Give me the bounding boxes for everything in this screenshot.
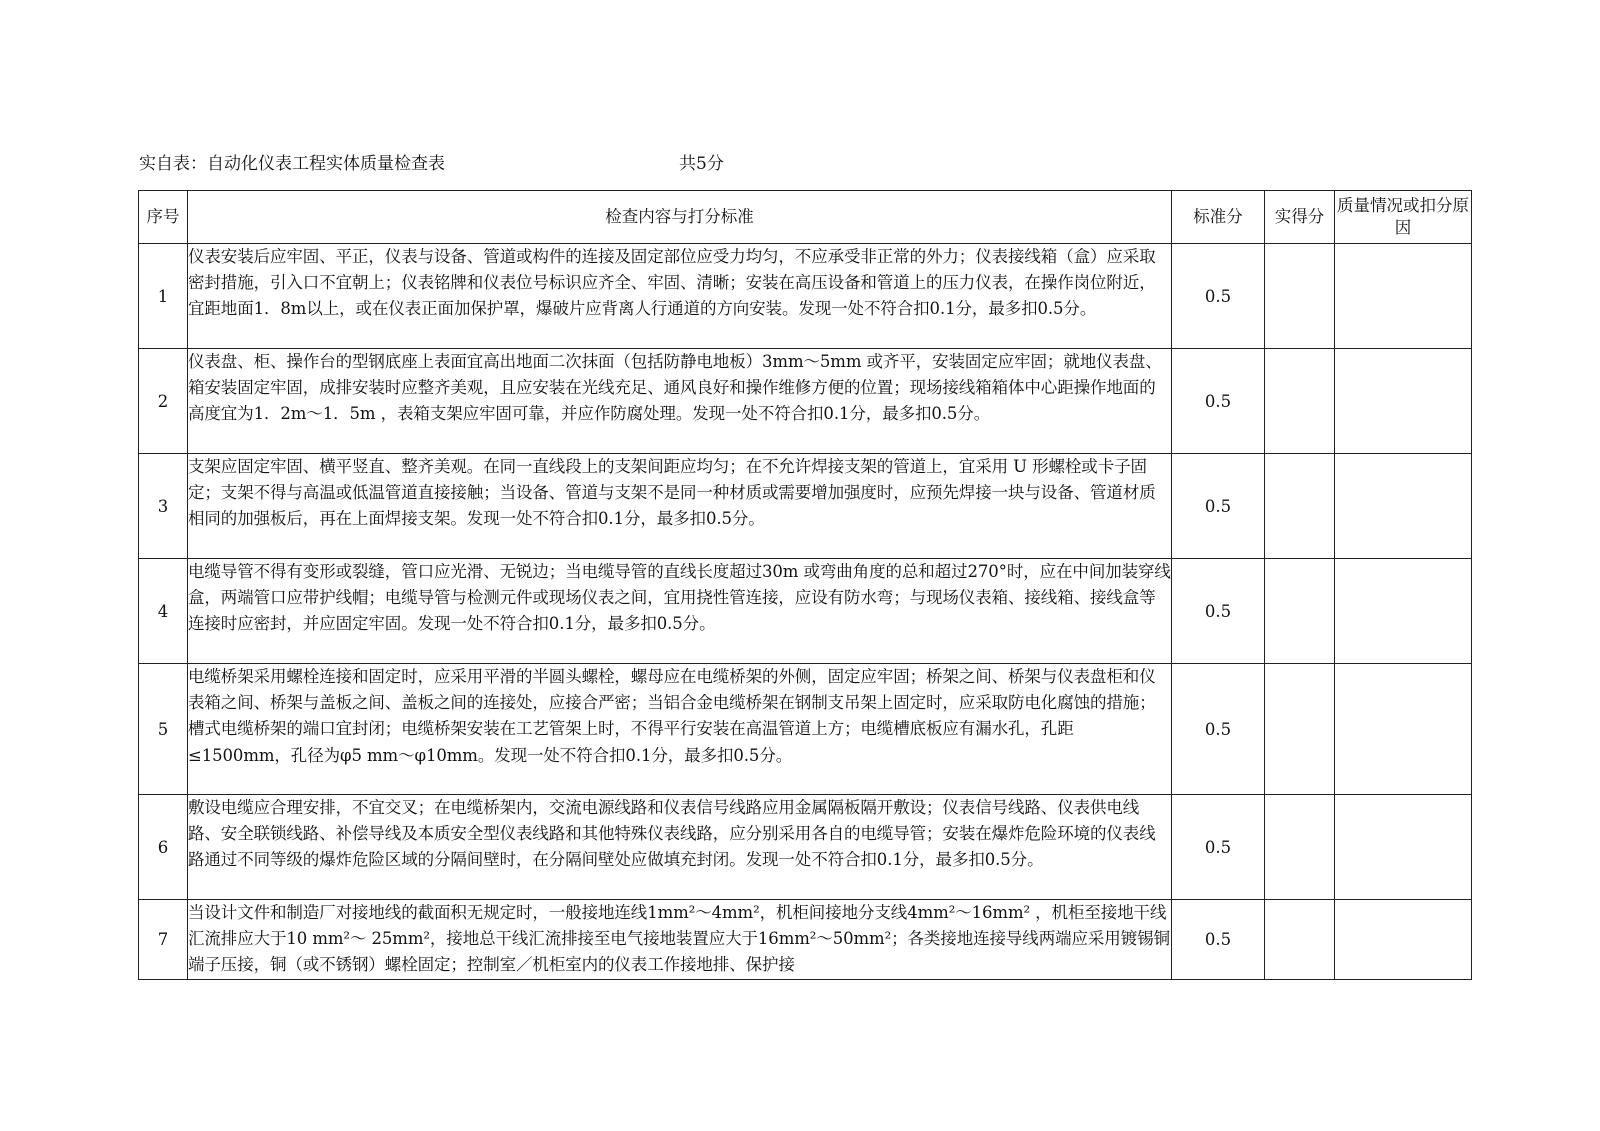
table-row: [139, 795, 1472, 900]
row-content: 支架应固定牢固、横平竖直、整齐美观。在同一直线段上的支架间距应均匀；在不允许焊接支架的管道上，宜采用 U 形螺栓或卡子固定；支架不得与高温或低温管道直接接触；当设备、管道与支架不是同一种材质或需要增加强度时，应预先焊接一块与设备、管道材质相同的加强板后，再在上面焊接支架。发现一处不符合扣0.1分，最多扣0.5分。: [188, 454, 1172, 559]
row-number: 5: [139, 664, 188, 795]
header-reason: 质量情况或扣分原因: [1335, 191, 1472, 244]
reason-cell[interactable]: [1335, 664, 1472, 795]
reason-cell[interactable]: [1335, 559, 1472, 664]
table-row: [139, 349, 1472, 454]
reason-cell[interactable]: [1335, 454, 1472, 559]
row-content: 当设计文件和制造厂对接地线的截面积无规定时，一般接地连线1mm²～4mm²，机柜间接地分支线4mm²～16mm² ，机柜至接地干线汇流排应大于10 mm²～ 25mm²，接地总干线汇流排接至电气接地装置应大于16mm²～50mm²；各类接地连接导线两端应采用镀锡铜端子压接，铜（或不锈钢）螺栓固定；控制室／机柜室内的仪表工作接地排、保护接: [188, 900, 1172, 980]
standard-score: 0.5: [1172, 454, 1265, 559]
inspection-table: [138, 190, 1472, 980]
actual-score-cell[interactable]: [1265, 454, 1335, 559]
table-row: [139, 244, 1472, 349]
row-number: 6: [139, 795, 188, 900]
total-score: 共5分: [679, 154, 724, 174]
standard-score: 0.5: [1172, 795, 1265, 900]
table-row: [139, 559, 1472, 664]
header-num: 序号: [139, 191, 188, 244]
row-content: 敷设电缆应合理安排，不宜交叉；在电缆桥架内，交流电源线路和仪表信号线路应用金属隔板隔开敷设；仪表信号线路、仪表供电线路、安全联锁线路、补偿导线及本质安全型仪表线路和其他特殊仪表线路，应分别采用各自的电缆导管；安装在爆炸危险环境的仪表线路通过不同等级的爆炸危险区域的分隔间壁时，在分隔间壁处应做填充封闭。发现一处不符合扣0.1分，最多扣0.5分。: [188, 795, 1172, 900]
standard-score: 0.5: [1172, 349, 1265, 454]
table-row: [139, 454, 1472, 559]
table-row: [139, 900, 1472, 980]
header-actual: 实得分: [1265, 191, 1335, 244]
document-title: 实自表：自动化仪表工程实体质量检查表: [139, 154, 445, 174]
table-header-row: [139, 191, 1472, 244]
reason-cell[interactable]: [1335, 244, 1472, 349]
row-number: 7: [139, 900, 188, 980]
standard-score: 0.5: [1172, 559, 1265, 664]
reason-cell[interactable]: [1335, 349, 1472, 454]
reason-cell[interactable]: [1335, 795, 1472, 900]
actual-score-cell[interactable]: [1265, 900, 1335, 980]
row-number: 2: [139, 349, 188, 454]
header-standard: 标准分: [1172, 191, 1265, 244]
row-number: 4: [139, 559, 188, 664]
row-content: 仪表安装后应牢固、平正，仪表与设备、管道或构件的连接及固定部位应受力均匀，不应承受非正常的外力；仪表接线箱（盒）应采取密封措施，引入口不宜朝上；仪表铭牌和仪表位号标识应齐全、牢固、清晰；安装在高压设备和管道上的压力仪表，在操作岗位附近，宜距地面1．8m以上，或在仪表正面加保护罩，爆破片应背离人行通道的方向安装。发现一处不符合扣0.1分，最多扣0.5分。: [188, 244, 1172, 349]
row-number: 1: [139, 244, 188, 349]
actual-score-cell[interactable]: [1265, 664, 1335, 795]
standard-score: 0.5: [1172, 900, 1265, 980]
row-number: 3: [139, 454, 188, 559]
row-content: 电缆桥架采用螺栓连接和固定时，应采用平滑的半圆头螺栓，螺母应在电缆桥架的外侧，固定应牢固；桥架之间、桥架与仪表盘柜和仪表箱之间、桥架与盖板之间、盖板之间的连接处，应接合严密；当铝合金电缆桥架在钢制支吊架上固定时，应采取防电化腐蚀的措施；槽式电缆桥架的端口宜封闭；电缆桥架安装在工艺管架上时，不得平行安装在高温管道上方；电缆槽底板应有漏水孔，孔距≤1500mm，孔径为φ5 mm～φ10mm。发现一处不符合扣0.1分，最多扣0.5分。: [188, 664, 1172, 795]
standard-score: 0.5: [1172, 664, 1265, 795]
row-content: 电缆导管不得有变形或裂缝，管口应光滑、无锐边；当电缆导管的直线长度超过30m 或弯曲角度的总和超过270°时，应在中间加装穿线盒，两端管口应带护线帽；电缆导管与检测元件或现场仪表之间，宜用挠性管连接，应设有防水弯；与现场仪表箱、接线箱、接线盒等连接时应密封，并应固定牢固。发现一处不符合扣0.1分，最多扣0.5分。: [188, 559, 1172, 664]
actual-score-cell[interactable]: [1265, 795, 1335, 900]
row-content: 仪表盘、柜、操作台的型钢底座上表面宜高出地面二次抹面（包括防静电地板）3mm～5mm 或齐平，安装固定应牢固；就地仪表盘、箱安装固定牢固，成排安装时应整齐美观，且应安装在光线充足、通风良好和操作维修方便的位置；现场接线箱箱体中心距操作地面的高度宜为1．2m～1．5m ，表箱支架应牢固可靠，并应作防腐处理。发现一处不符合扣0.1分，最多扣0.5分。: [188, 349, 1172, 454]
reason-cell[interactable]: [1335, 900, 1472, 980]
actual-score-cell[interactable]: [1265, 559, 1335, 664]
actual-score-cell[interactable]: [1265, 349, 1335, 454]
document-header: [139, 149, 724, 174]
header-content: 检查内容与打分标准: [188, 191, 1172, 244]
standard-score: 0.5: [1172, 244, 1265, 349]
actual-score-cell[interactable]: [1265, 244, 1335, 349]
table-row: [139, 664, 1472, 795]
